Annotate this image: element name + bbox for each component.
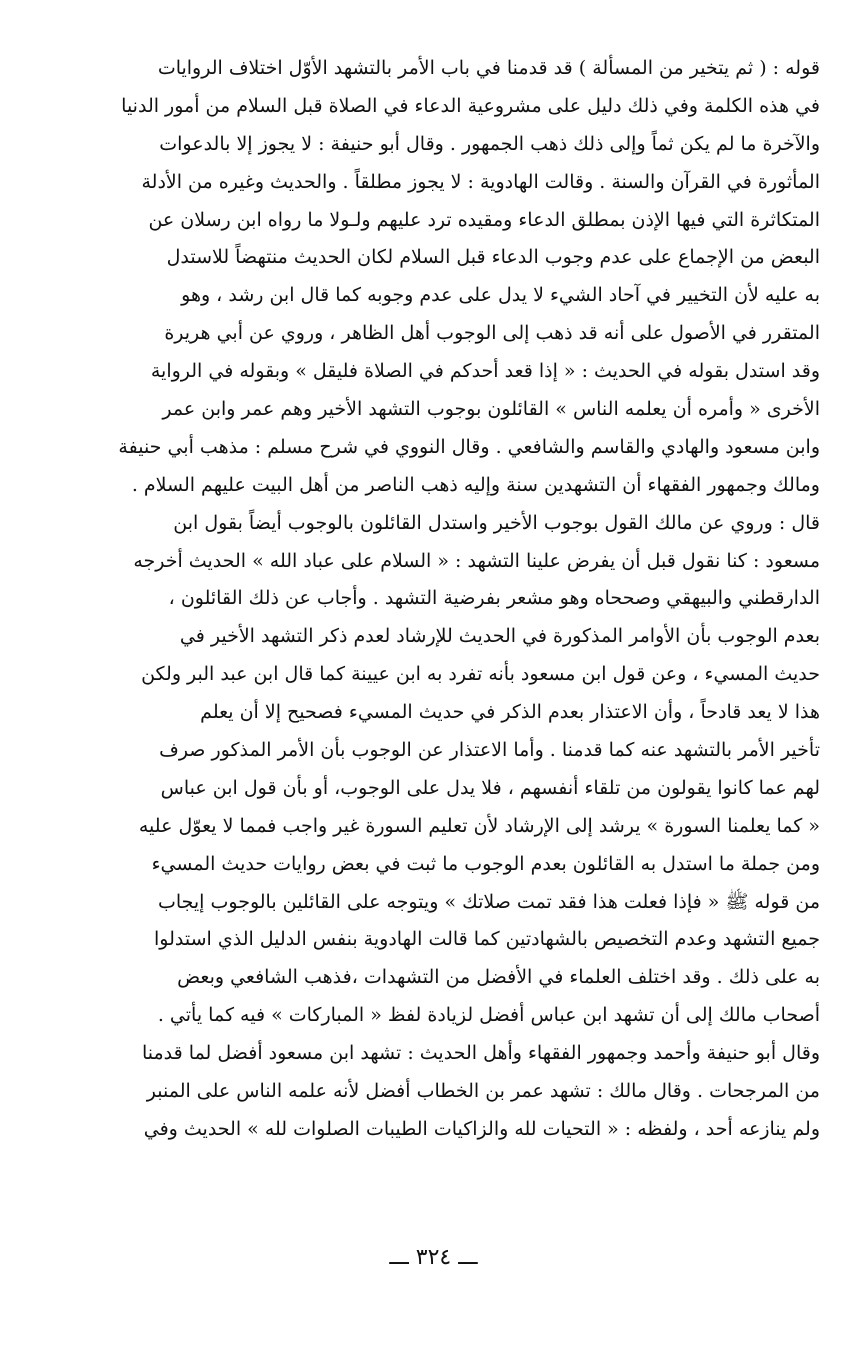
- text-line-9: وقد استدل بقوله في الحديث : « إذا قعد أحدكم في الصلاة فليقل » وبقوله في الرواية: [150, 360, 820, 383]
- text-line-6: البعض من الإجماع على عدم وجوب الدعاء قبل السلام لكان الحديث منتهضاً للاستدل: [166, 246, 820, 269]
- text-line-25: به على ذلك . وقد اختلف العلماء في الأفضل من التشهدات ،فذهب الشافعي وبعض: [177, 966, 820, 989]
- text-line-4: المأثورة في القرآن والسنة . وقالت الهادوية : لا يجوز مطلقاً . والحديث وغيره من الأدلة: [141, 170, 820, 193]
- text-line-22: ومن جملة ما استدل به القائلون بعدم الوجوب ما ثبت في بعض روايات حديث المسيء: [151, 852, 820, 875]
- text-line-5: المتكاثرة التي فيها الإذن بمطلق الدعاء ومقيده ترد عليهم ولـولا ما رواه ابن رسلان عن: [148, 208, 820, 231]
- text-line-15: الدارقطني والبيهقي وصححاه وهو مشعر بفرضية التشهد . وأجاب عن ذلك القائلون ،: [168, 587, 820, 610]
- document-page: [42, 50, 820, 1250]
- page-number: ـــ ٣٢٤ ـــ: [389, 1245, 478, 1270]
- text-line-3: والآخرة ما لم يكن ثماً وإلى ذلك ذهب الجمهور . وقال أبو حنيفة : لا يجوز إلا بالدعوات: [159, 132, 820, 155]
- text-line-17: حديث المسيء ، وعن قول ابن مسعود بأنه تفرد به ابن عيينة كما قال ابن عبد البر ولكن: [141, 663, 820, 686]
- text-line-20: لهم عما كانوا يقولون من تلقاء أنفسهم ، فلا يدل على الوجوب، أو بأن قول ابن عباس: [160, 776, 820, 799]
- text-line-27: وقال أبو حنيفة وأحمد وجمهور الفقهاء وأهل الحديث : تشهد ابن مسعود أفضل لما قدمنا: [141, 1042, 820, 1065]
- text-line-8: المتقرر في الأصول على أنه قد ذهب إلى الوجوب أهل الظاهر ، وروي عن أبي هريرة: [164, 322, 820, 345]
- text-line-28: من المرجحات . وقال مالك : تشهد عمر بن الخطاب أفضل لأنه علمه الناس على المنبر: [146, 1080, 820, 1103]
- text-line-1: قوله : ( ثم يتخير من المسألة ) قد قدمنا في باب الأمر بالتشهد الأوّل اختلاف الروايات: [157, 57, 820, 79]
- text-line-18: هذا لا يعد قادحاً ، وأن الاعتذار بعدم الذكر في حديث المسيء فصحيح إلا أن يعلم: [200, 701, 820, 724]
- text-line-26: أصحاب مالك إلى أن تشهد ابن عباس أفضل لزيادة لفظ « المباركات » فيه كما يأتي .: [157, 1004, 820, 1027]
- text-line-19: تأخير الأمر بالتشهد عنه كما قدمنا . وأما الاعتذار عن الوجوب بأن الأمر المذكور صرف: [159, 739, 820, 762]
- text-line-24: جميع التشهد وعدم التخصيص بالشهادتين كما قالت الهادوية بنفس الدليل الذي استدلوا: [154, 928, 820, 951]
- text-line-10: الأخرى « وأمره أن يعلمه الناس » القائلون بوجوب التشهد الأخير وهم عمر وابن عمر: [162, 398, 820, 421]
- text-line-2: في هذه الكلمة وفي ذلك دليل على مشروعية الدعاء في الصلاة قبل السلام من أمور الدنيا: [121, 94, 820, 117]
- text-line-23: من قوله ﷺ « فإذا فعلت هذا فقد تمت صلاتك » ويتوجه على القائلين بالوجوب إيجاب: [157, 890, 820, 913]
- text-line-13: قال : وروي عن مالك القول بوجوب الأخير واستدل القائلون بالوجوب أيضاً بقول ابن: [173, 511, 820, 534]
- text-line-7: به عليه لأن التخيير في آحاد الشيء لا يدل على عدم وجوبه كما قال ابن رشد ، وهو: [181, 284, 820, 307]
- text-line-14: مسعود : كنا نقول قبل أن يفرض علينا التشهد : « السلام على عباد الله » الحديث أخرجه: [133, 549, 820, 572]
- text-line-16: بعدم الوجوب بأن الأوامر المذكورة في الحديث للإرشاد لعدم ذكر التشهد الأخير في: [179, 625, 820, 648]
- text-line-11: وابن مسعود والهادي والقاسم والشافعي . وقال النووي في شرح مسلم : مذهب أبي حنيفة: [118, 435, 820, 458]
- text-line-29: ولم ينازعه أحد ، ولفظه : « التحيات لله والزاكيات الطيبات الصلوات لله » الحديث وفي: [143, 1117, 820, 1140]
- text-line-12: ومالك وجمهور الفقهاء أن التشهدين سنة وإليه ذهب الناصر من أهل البيت عليهم السلام .: [131, 473, 820, 496]
- text-line-21: « كما يعلمنا السورة » يرشد إلى الإرشاد لأن تعليم السورة غير واجب فمما لا يعوّل عليه: [138, 814, 820, 837]
